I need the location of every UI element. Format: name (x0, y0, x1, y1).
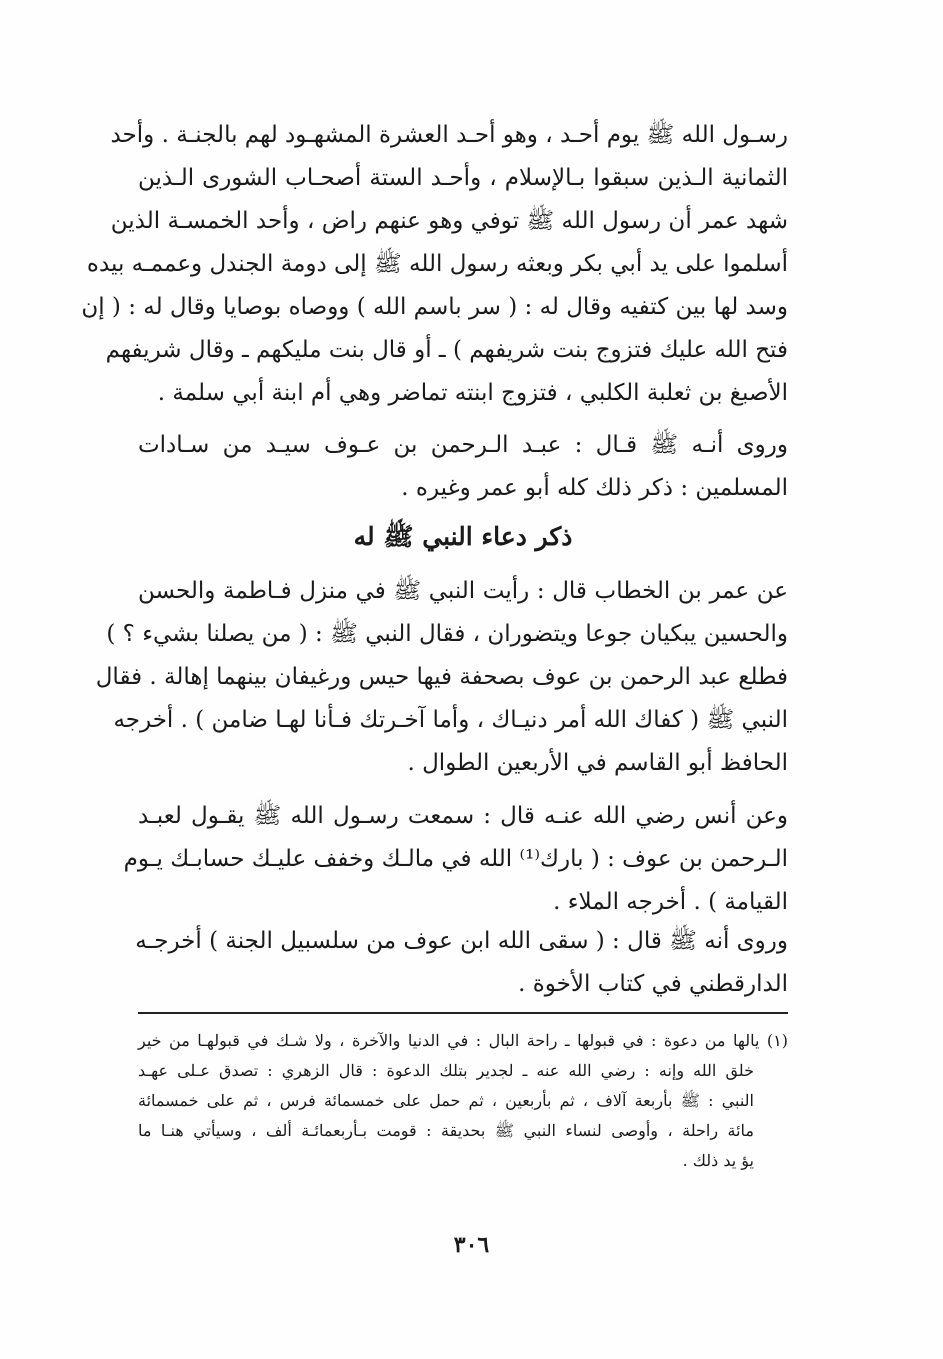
text-line: وسد لها بين كتفيه وقال له : ( سر باسم الله ) ووصاه بوصايا وقال له : ( إن (81, 294, 788, 320)
footnote-line: النبي : ﷺ بأربعة آلاف ، ثم بأربعين ، ثم حمل على خمسمائة فرس ، ثم على خمسمائة (138, 1091, 754, 1110)
page-number: ٣٠٦ (453, 1232, 490, 1258)
text-line: الـرحمن بن عوف : ( بارك⁽¹⁾ الله في مالـك وخفف عليـك حسابـك يـوم (123, 846, 788, 872)
footnote-line: (١) يالها من دعوة : في قبولها ـ راحة البال : في الدنيا والآخرة ، ولا شـك في قبولهـا من خير (138, 1031, 789, 1050)
paragraph-1 (81, 114, 788, 415)
text-line: وروى أنه ﷺ قال : ( سقى الله ابن عوف من سلسبيل الجنة ) أخرجـه (135, 928, 788, 954)
footnote-line: يؤ يد ذلك . (682, 1151, 754, 1170)
text-line: النبي ﷺ ( كفاك الله أمر دنيـاك ، وأما آخـرتك فـأنا لهـا ضامن ) . أخرجه (113, 707, 788, 733)
text-line: فطلع عبد الرحمن بن عوف بصحفة فيها حيس ورغيفان بينهما إهالة . فقال (95, 664, 788, 690)
section-heading: ذكر دعاء النبي ﷺ له (353, 522, 573, 551)
paragraph-2 (138, 424, 788, 510)
text-line: القيامة ) . أخرجه الملاء . (553, 889, 788, 915)
text-line: وروى أنـه ﷺ قـال : عبـد الـرحمن بن عـوف سيـد من سـادات (138, 432, 788, 458)
text-line: الثمانية الـذين سبقوا بـالإسلام ، وأحـد الستة أصحـاب الشورى الـذين (138, 165, 788, 191)
text-line: الحافظ أبو القاسم في الأربعين الطوال . (407, 750, 788, 776)
text-line: رسـول الله ﷺ يوم أحـد ، وهو أحـد العشرة المشهـود لهم بالجنـة . وأحد (110, 122, 788, 148)
text-line: فتح الله عليك فتزوج بنت شريفهم ) ـ أو قال بنت مليكهم ـ وقال شريفهم (105, 337, 788, 363)
footnote-separator (138, 1012, 788, 1014)
text-line: الأصبغ بن ثعلبة الكلبي ، فتزوج ابنته تماضر وهي أم ابنة أبي سلمة . (157, 380, 788, 406)
footnote-line: مائة راحلة ، وأوصى لنساء النبي ﷺ بحديقة : قومت بـأربعمائـة ألف ، وسيأتي هنـا ما (138, 1121, 754, 1140)
paragraph-4 (123, 795, 788, 924)
paragraph-3 (95, 570, 788, 785)
text-line: وعن أنس رضي الله عنـه قال : سمعت رسـول الله ﷺ يقـول لعبـد (138, 803, 788, 829)
text-line: عن عمر بن الخطاب قال : رأيت النبي ﷺ في منزل فـاطمة والحسن (138, 578, 788, 604)
paragraph-5 (135, 920, 788, 1006)
text-line: المسلمين : ذكر ذلك كله أبو عمر وغيره . (401, 475, 788, 501)
text-line: أسلموا على يد أبي بكر وبعثه رسول الله ﷺ إلى دومة الجندل وعممـه بيده (86, 251, 788, 277)
footnote (138, 1026, 788, 1176)
text-line: الدارقطني في كتاب الأخوة . (518, 971, 788, 997)
text-line: والحسين يبكيان جوعا ويتضوران ، فقال النبي ﷺ : ( من يصلنا بشيء ؟ ) (106, 621, 788, 647)
text-line: شهد عمر أن رسول الله ﷺ توفي وهو عنهم راض ، وأحد الخمسـة الذين (110, 208, 788, 234)
footnote-line: خلق الله وإنه : رضي الله عنه ـ لجدير بتلك الدعوة : قال الزهري : تصدق عـلى عهـد (138, 1061, 754, 1080)
